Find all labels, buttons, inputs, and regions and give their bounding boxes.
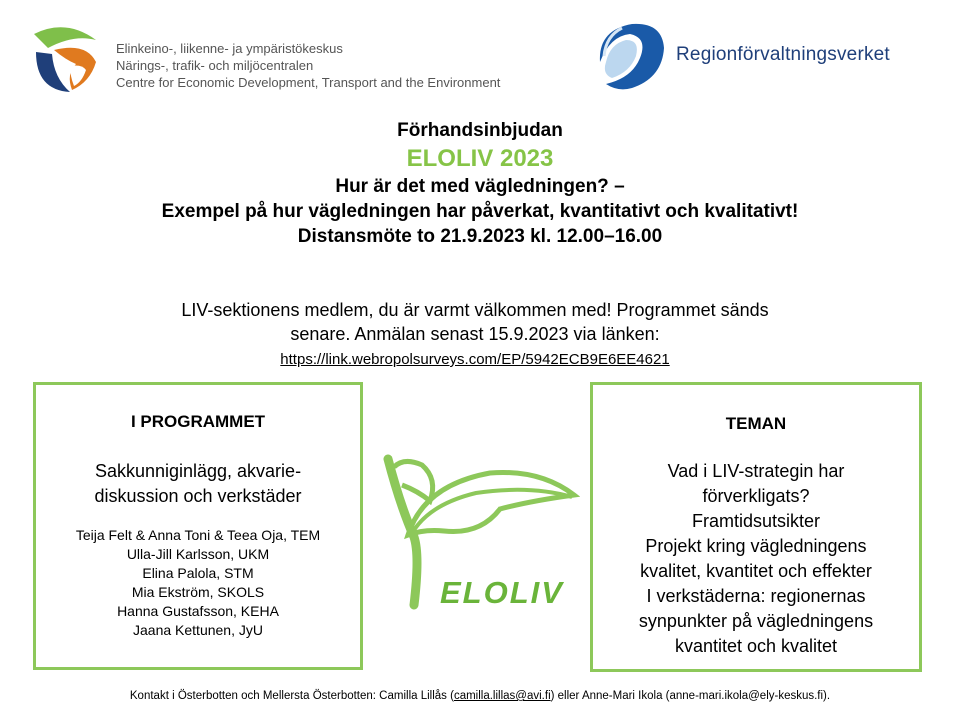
contact-prefix: Kontakt i Österbotten och Mellersta Österbotten: Camilla Lillås ( — [129, 690, 454, 702]
theme-line: Framtidsutsikter — [691, 511, 821, 531]
contact-footer — [0, 690, 960, 702]
speaker-item: Mia Ekström, SKOLS — [131, 584, 265, 600]
ely-logo — [26, 20, 526, 100]
contact-suffix: ) eller Anne-Mari Ikola (anne-mari.ikola@ely-keskus.fi). — [550, 690, 831, 702]
headline — [0, 118, 960, 249]
speaker-item: Elina Palola, STM — [142, 565, 254, 581]
event-subtitle: Exempel på hur vägledningen har påverkat, kvantitativt och kvalitativt! — [161, 201, 799, 222]
invitation-line-1: LIV-sektionens medlem, du är varmt välkommen med! Programmet sänds — [181, 300, 769, 320]
eloliv-logo — [380, 445, 580, 620]
ely-name-sv: Närings-, trafik- och miljöcentralen — [116, 58, 314, 73]
themes-box — [590, 382, 922, 672]
speaker-item: Ulla-Jill Karlsson, UKM — [126, 546, 270, 562]
theme-line: Vad i LIV-strategin har — [667, 461, 845, 481]
theme-line: Projekt kring vägledningens — [645, 536, 867, 556]
program-title: I PROGRAMMET — [130, 412, 266, 431]
registration-link[interactable]: https://link.webropolsurveys.com/EP/5942ECB9E6EE4621 — [280, 351, 670, 368]
contact-email-link[interactable]: camilla.lillas@avi.fi — [453, 690, 551, 702]
avi-name: Regionförvaltningsverket — [676, 44, 890, 65]
ely-name-fi: Elinkeino-, liikenne- ja ympäristökeskus — [116, 41, 343, 56]
event-title: ELOLIV 2023 — [406, 145, 554, 172]
themes-title: TEMAN — [725, 414, 787, 433]
theme-line: kvantitet och kvalitet — [674, 636, 838, 656]
speaker-item: Teija Felt & Anna Toni & Teea Oja, TEM — [75, 527, 321, 543]
theme-line: kvalitet, kvantitet och effekter — [640, 561, 872, 581]
event-question: Hur är det med vägledningen? – — [335, 176, 625, 197]
pre-invitation-label: Förhandsinbjudan — [397, 120, 563, 141]
program-intro-line-1: Sakkunniginlägg, akvarie- — [94, 461, 302, 481]
ely-emblem-icon — [26, 20, 106, 100]
eloliv-wordmark: ELOLIV — [440, 575, 564, 610]
avi-logo — [592, 18, 932, 98]
program-intro-line-2: diskussion och verkstäder — [94, 486, 302, 506]
program-intro — [36, 459, 360, 509]
speaker-item: Hanna Gustafsson, KEHA — [117, 603, 279, 619]
avi-emblem-icon — [592, 18, 668, 94]
speaker-list — [36, 526, 360, 640]
theme-line: I verkstäderna: regionernas — [646, 586, 866, 606]
invitation-text — [0, 298, 950, 372]
themes-list — [593, 459, 919, 659]
theme-line: synpunkter på vägledningens — [638, 611, 874, 631]
theme-line: förverkligats? — [702, 486, 810, 506]
event-date: Distansmöte to 21.9.2023 kl. 12.00–16.00 — [297, 226, 663, 247]
program-box — [33, 382, 363, 670]
invitation-line-2: senare. Anmälan senast 15.9.2023 via länken: — [290, 324, 660, 344]
ely-name-en: Centre for Economic Development, Transport and the Environment — [116, 75, 501, 90]
speaker-item: Jaana Kettunen, JyU — [133, 622, 263, 638]
